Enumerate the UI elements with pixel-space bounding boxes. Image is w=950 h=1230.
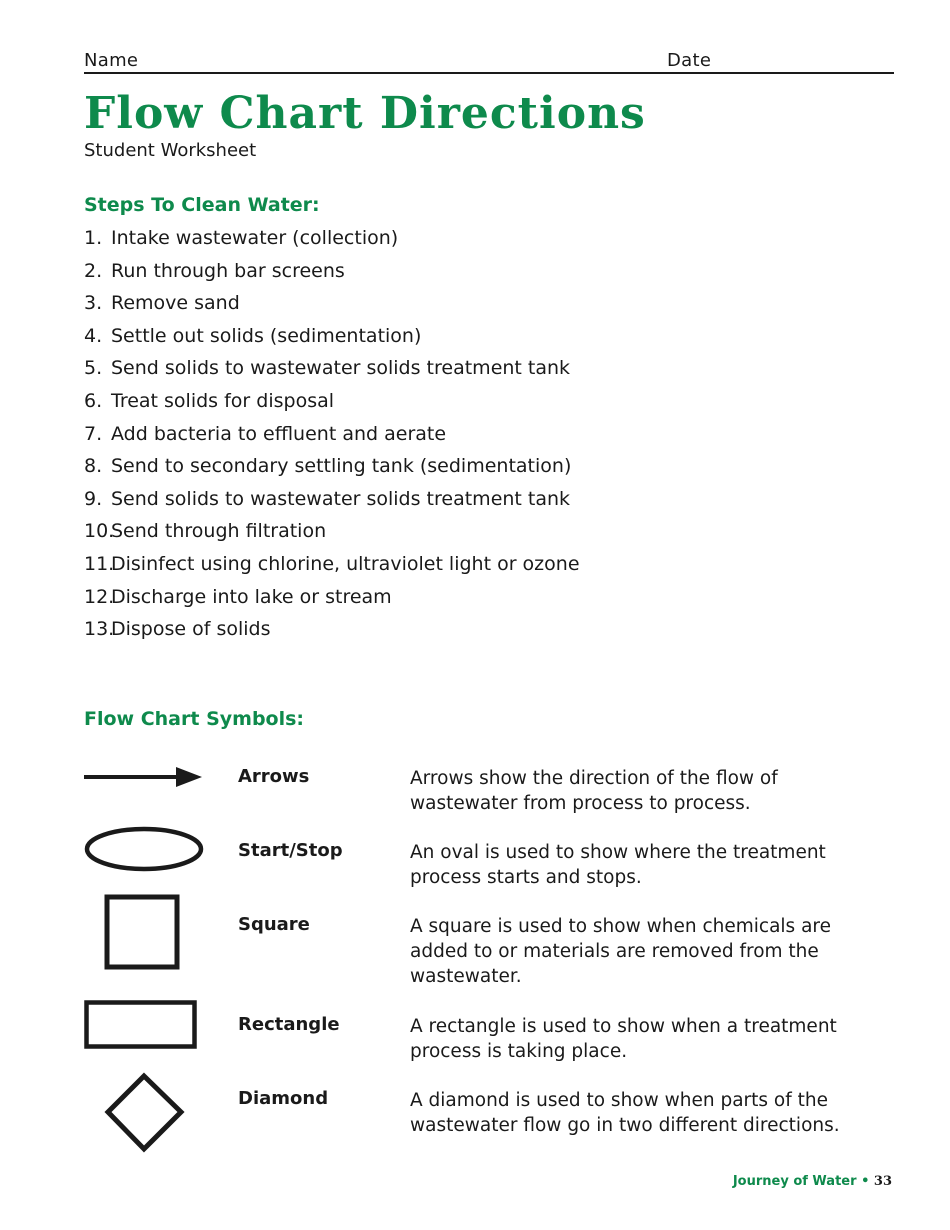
step-item — [84, 585, 580, 618]
page-subtitle: Student Worksheet — [84, 140, 257, 161]
symbol-name: Start/Stop — [238, 840, 343, 861]
step-text: Discharge into lake or stream — [111, 585, 392, 608]
symbol-name: Square — [238, 914, 310, 935]
step-item — [84, 454, 580, 487]
step-number: 1. — [84, 227, 103, 249]
step-item — [84, 487, 580, 520]
step-number: 6. — [84, 389, 103, 412]
step-item — [84, 356, 580, 389]
step-item — [84, 422, 580, 455]
symbol-description: A diamond is used to show when parts of the wastewater flow go in two different directions. — [410, 1090, 840, 1136]
symbols-heading: Flow Chart Symbols: — [84, 708, 305, 730]
step-number: 4. — [84, 324, 103, 347]
step-text: Disinfect using chlorine, ultraviolet light or ozone — [111, 552, 580, 575]
symbol-description: A square is used to show when chemicals are added to or materials are removed from the wastewater. — [410, 916, 831, 987]
step-number: 7. — [84, 422, 103, 445]
step-item — [84, 226, 580, 259]
step-number: 3. — [84, 292, 103, 315]
step-number: 2. — [84, 259, 103, 282]
step-text: Send solids to wastewater solids treatment tank — [111, 487, 571, 510]
step-text: Settle out solids (sedimentation) — [111, 324, 422, 347]
symbol-name: Arrows — [238, 766, 310, 787]
step-text: Remove sand — [111, 292, 240, 315]
step-item — [84, 519, 580, 552]
step-text: Dispose of solids — [111, 618, 271, 641]
page-title: Flow Chart Directions — [84, 88, 646, 139]
step-item — [84, 324, 580, 357]
step-item — [84, 617, 580, 650]
step-item — [84, 259, 580, 292]
step-item — [84, 552, 580, 585]
step-number: 9. — [84, 487, 103, 510]
footer-separator: • — [861, 1174, 870, 1189]
date-label: Date — [667, 50, 712, 71]
square-icon — [104, 894, 180, 970]
steps-heading: Steps To Clean Water: — [84, 194, 320, 216]
symbol-name: Diamond — [238, 1088, 329, 1109]
step-number: 11. — [84, 552, 115, 575]
page-footer — [733, 1174, 892, 1189]
symbol-description: Arrows show the direction of the flow of wastewater from process to process. — [410, 768, 778, 814]
name-date-line — [84, 50, 894, 74]
step-item — [84, 291, 580, 324]
step-number: 8. — [84, 455, 103, 478]
rectangle-icon — [84, 1000, 198, 1050]
footer-label: Journey of Water — [732, 1174, 857, 1189]
oval-icon — [84, 826, 206, 874]
step-text: Send to secondary settling tank (sedimentation) — [111, 455, 572, 478]
step-text: Send through filtration — [111, 520, 327, 543]
step-item — [84, 389, 580, 422]
symbol-name: Rectangle — [238, 1014, 340, 1035]
step-number: 10. — [84, 520, 115, 543]
step-text: Send solids to wastewater solids treatment tank — [111, 357, 571, 380]
step-text: Add bacteria to effluent and aerate — [111, 422, 447, 445]
name-label: Name — [84, 50, 139, 71]
diamond-icon — [104, 1072, 186, 1154]
step-number: 5. — [84, 357, 103, 380]
page-number: 33 — [873, 1174, 892, 1189]
steps-list — [84, 226, 580, 650]
step-number: 13. — [84, 618, 115, 641]
step-text: Intake wastewater (collection) — [111, 227, 399, 249]
symbol-description: A rectangle is used to show when a treatment process is taking place. — [410, 1016, 837, 1062]
step-text: Treat solids for disposal — [111, 389, 335, 412]
step-number: 12. — [84, 585, 115, 608]
arrow-icon — [84, 766, 204, 788]
step-text: Run through bar screens — [111, 259, 345, 282]
symbol-description: An oval is used to show where the treatment process starts and stops. — [410, 842, 826, 888]
